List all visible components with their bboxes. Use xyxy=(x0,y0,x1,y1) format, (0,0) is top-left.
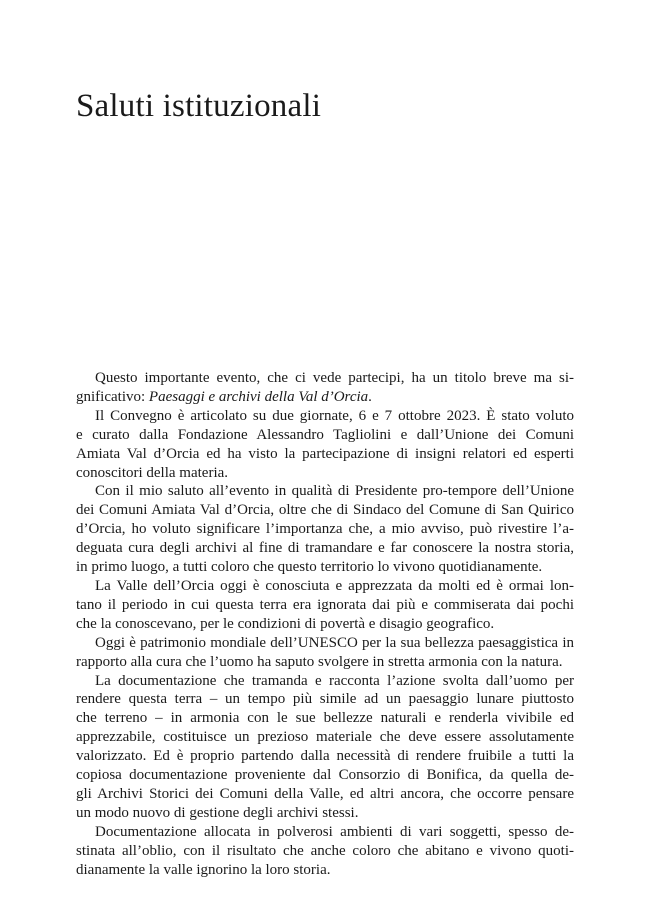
text-line: un modo nuovo di gestione degli archivi stessi. xyxy=(76,804,359,821)
text-line: Documentazione allocata in polverosi ambienti di vari soggetti, spesso de- xyxy=(95,823,574,840)
text-line: dei Comuni Amiata Val d’Orcia, oltre che di Sindaco del Comune di San Quirico xyxy=(76,502,574,519)
text-segment: . xyxy=(368,388,372,405)
text-line: Con il mio saluto all’evento in qualità di Presidente pro-tempore dell’Unione xyxy=(95,483,574,500)
text-line xyxy=(76,388,574,407)
body-text xyxy=(76,369,574,879)
text-line: Oggi è patrimonio mondiale dell’UNESCO per la sua bellezza paesaggistica in xyxy=(95,634,574,651)
text-segment: gnificativo: xyxy=(76,388,149,405)
text-line: apprezzabile, costituisce un prezioso materiale che deve essere assolutamente xyxy=(76,729,574,746)
text-line: La Valle dell’Orcia oggi è conosciuta e apprezzata da molti ed è ormai lon- xyxy=(95,577,574,594)
text-line: Il Convegno è articolato su due giornate, 6 e 7 ottobre 2023. È stato voluto xyxy=(95,407,574,424)
paragraph xyxy=(76,369,574,407)
text-line: rendere questa terra – un tempo più simile ad un paesaggio lunare piuttosto xyxy=(76,691,574,708)
text-line: conoscitori della materia. xyxy=(76,464,229,481)
text-line: dianamente la valle ignorino la loro storia. xyxy=(76,861,331,878)
text-line: copiosa documentazione proveniente dal Consorzio di Bonifica, da quella de- xyxy=(76,767,574,784)
text-line: deguata cura degli archivi al fine di tramandare e far conoscere la nostra storia, xyxy=(76,540,574,557)
text-line: valorizzato. Ed è proprio partendo dalla necessità di rendere fruibile a tutti la xyxy=(76,748,574,765)
text-line: che terreno – in armonia con le sue bellezze naturali e renderla vivibile ed xyxy=(76,710,574,727)
text-line: Amiata Val d’Orcia ed ha visto la partecipazione di insigni relatori ed esperti xyxy=(76,445,574,462)
text-line: e curato dalla Fondazione Alessandro Tagliolini e dall’Unione dei Comuni xyxy=(76,426,574,443)
text-line: La documentazione che tramanda e racconta l’azione svolta dall’uomo per xyxy=(95,672,574,689)
paragraph xyxy=(76,407,574,483)
paragraph xyxy=(76,577,574,634)
text-line: che la conoscevano, per le condizioni di povertà e disagio geografico. xyxy=(76,615,495,632)
text-line: rapporto alla cura che l’uomo ha saputo svolgere in stretta armonia con la natura. xyxy=(76,653,563,670)
italic-title: Paesaggi e archivi della Val d’Orcia xyxy=(148,388,369,405)
paragraph xyxy=(76,482,574,577)
page-title: Saluti istituzionali xyxy=(76,88,322,124)
paragraph xyxy=(76,672,574,823)
text-line: tano il periodo in cui questa terra era ignorata dai più e commiserata dai pochi xyxy=(76,596,574,613)
text-line: d’Orcia, ho voluto significare l’importanza che, a mio avviso, può rivestire l’a- xyxy=(76,521,574,538)
text-line: Questo importante evento, che ci vede partecipi, ha un titolo breve ma si- xyxy=(95,370,574,386)
text-line: gli Archivi Storici dei Comuni della Valle, ed altri ancora, che occorre pensare xyxy=(76,785,574,802)
text-line: in primo luogo, a tutti coloro che questo territorio lo vivono quotidianamente. xyxy=(76,559,543,576)
paragraph xyxy=(76,634,574,672)
paragraph xyxy=(76,823,574,880)
text-line: stinata all’oblio, con il risultato che anche coloro che abitano e vivono quoti- xyxy=(76,842,574,859)
